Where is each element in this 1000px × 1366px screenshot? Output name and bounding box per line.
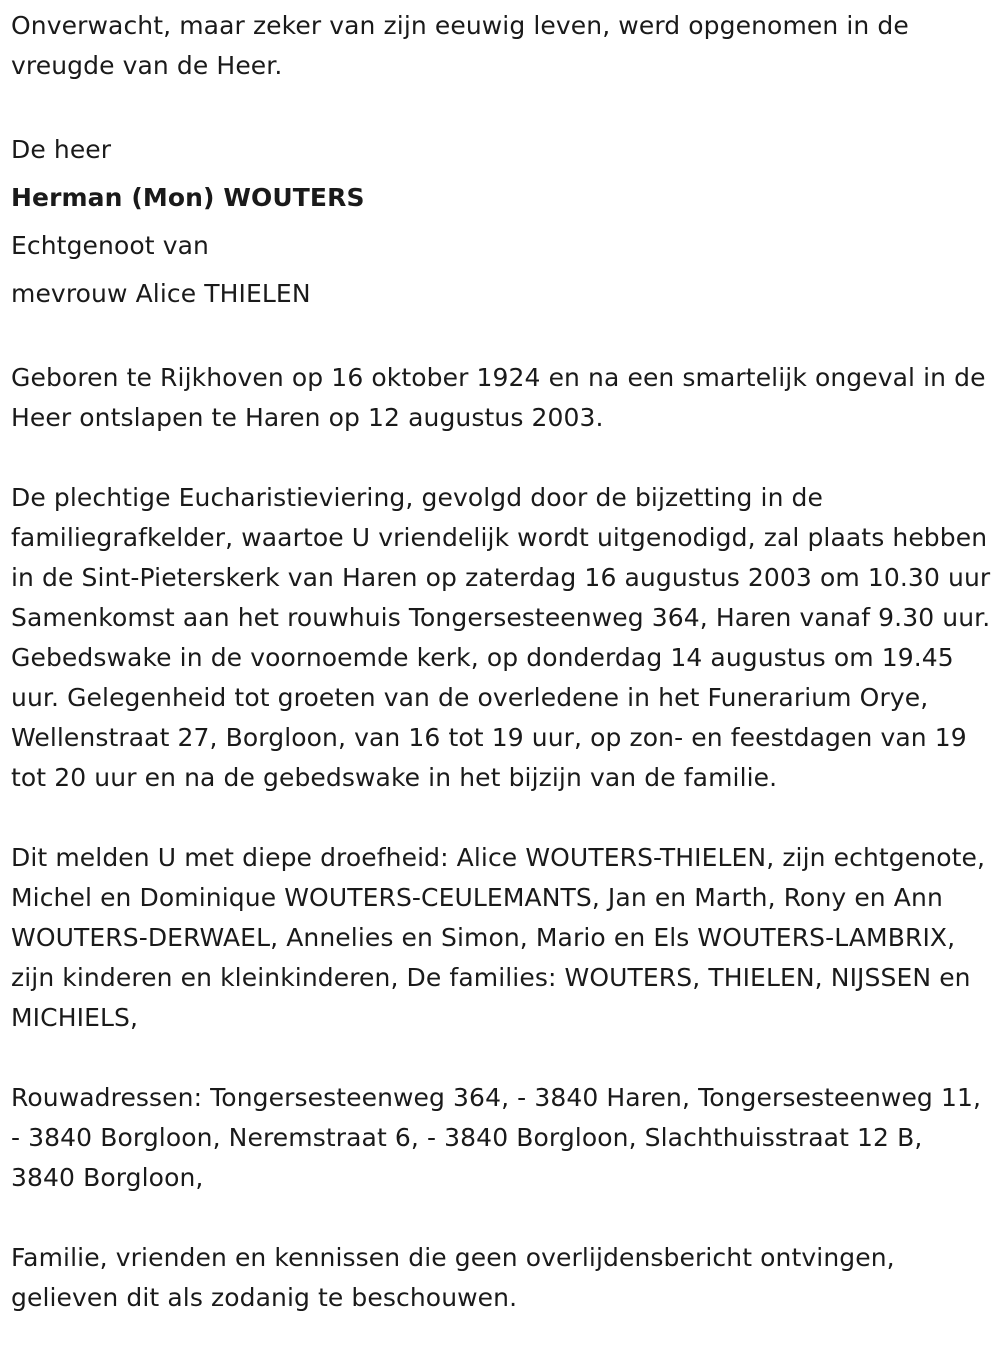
spouse-name: mevrouw Alice THIELEN bbox=[11, 279, 311, 308]
spacer bbox=[11, 1038, 991, 1078]
announcement-paragraph: Dit melden U met diepe droefheid: Alice WOUTERS-THIELEN, zijn echtgenote, Michel en Dominique WOUTERS-CEULEMANTS, Jan en Marth, Rony en Ann WOUTERS-DERWAEL, Annelies en Simon, Mario en Els WOUTERS-LAMBRIX, zijn kinderen en kleinkinderen, De families: WOUTERS, THIELEN, NIJSSEN en MICHIELS, bbox=[11, 843, 986, 1032]
birth-death-paragraph: Geboren te Rijkhoven op 16 oktober 1924 en na een smartelijk ongeval in de Heer ontslapen te Haren op 12 augustus 2003. bbox=[11, 363, 986, 432]
deceased-name: Herman (Mon) WOUTERS bbox=[11, 183, 365, 212]
ceremony-paragraph: De plechtige Eucharistieviering, gevolgd door de bijzetting in de familiegrafkelder, waartoe U vriendelijk wordt uitgenodigd, zal plaats hebben in de Sint-Pieterskerk van Haren op zaterdag 16 augustus 2003 om 10.30 uur Samenkomst aan het rouwhuis Tongersesteenweg 364, Haren vanaf 9.30 uur. Gebedswake in de voornoemde kerk, op donderdag 14 augustus om 19.45 uur. Gelegenheid tot groeten van de overledene in het Funerarium Orye, Wellenstraat 27, Borgloon, van 16 tot 19 uur, op zon- en feestdagen van 19 tot 20 uur en na de gebedswake in het bijzijn van de familie. bbox=[11, 483, 991, 792]
intro-paragraph: Onverwacht, maar zeker van zijn eeuwig leven, werd opgenomen in de vreugde van de Heer. bbox=[11, 11, 909, 80]
spacer bbox=[11, 318, 991, 358]
spacer bbox=[11, 798, 991, 838]
relation-label: Echtgenoot van bbox=[11, 231, 209, 260]
name-block bbox=[11, 126, 991, 318]
spacer bbox=[11, 86, 991, 126]
salutation: De heer bbox=[11, 135, 112, 164]
closing-paragraph: Familie, vrienden en kennissen die geen overlijdensbericht ontvingen, gelieven dit als zodanig te beschouwen. bbox=[11, 1243, 895, 1312]
spacer bbox=[11, 1198, 991, 1238]
spacer bbox=[11, 438, 991, 478]
obituary-document bbox=[11, 6, 991, 1318]
addresses-paragraph: Rouwadressen: Tongersesteenweg 364, - 3840 Haren, Tongersesteenweg 11, - 3840 Borgloon, Neremstraat 6, - 3840 Borgloon, Slachthuisstraat 12 B, 3840 Borgloon, bbox=[11, 1083, 981, 1192]
